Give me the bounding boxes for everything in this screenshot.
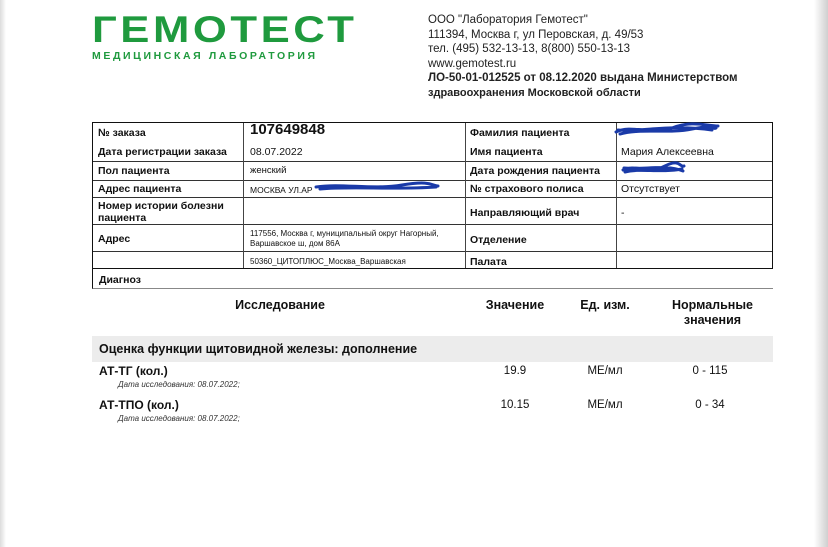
result-date-at-tpo: Дата исследования: 08.07.2022; bbox=[118, 414, 240, 423]
company-info bbox=[428, 13, 738, 100]
insurance-label: № страхового полиса bbox=[470, 183, 584, 195]
redaction-scribble-birthdate bbox=[620, 160, 688, 178]
patient-address-label: Адрес пациента bbox=[98, 183, 182, 195]
company-name: ООО "Лаборатория Гемотест" bbox=[428, 14, 588, 26]
referring-doctor-label: Направляющий врач bbox=[470, 207, 580, 219]
header-normal-values-line2: значения bbox=[683, 313, 742, 327]
company-phone: тел. (495) 532-13-13, 8(800) 550-13-13 bbox=[428, 43, 630, 55]
patient-info-table bbox=[92, 122, 773, 269]
table-col-divider bbox=[243, 123, 244, 268]
history-number-label-line1: Номер истории болезни bbox=[98, 200, 224, 212]
table-row-divider bbox=[93, 197, 772, 198]
header-normal-values-line1: Нормальные bbox=[672, 298, 753, 312]
diagnosis-label: Диагноз bbox=[99, 274, 141, 286]
result-value-at-tg: 19.9 bbox=[503, 365, 527, 377]
page-edge-shadow-right bbox=[814, 0, 828, 547]
result-norm-at-tpo: 0 - 34 bbox=[695, 399, 725, 411]
address-label: Адрес bbox=[98, 233, 131, 245]
license-line-2: здравоохранения Московской области bbox=[428, 86, 641, 99]
patient-sex-value: женский bbox=[250, 165, 287, 176]
table-row-divider bbox=[93, 224, 772, 225]
section-title: Оценка функции щитовидной железы: дополнение bbox=[99, 342, 418, 356]
logo-subtitle: МЕДИЦИНСКАЯ ЛАБОРАТОРИЯ bbox=[92, 50, 318, 62]
section-thyroid bbox=[92, 336, 773, 362]
redaction-scribble-surname bbox=[612, 120, 722, 140]
page-edge-shadow-left bbox=[0, 0, 6, 547]
license-line-1: ЛО-50-01-012525 от 08.12.2020 выдана Министерством bbox=[428, 72, 738, 84]
history-number-label bbox=[98, 200, 224, 224]
order-number-label: № заказа bbox=[98, 127, 146, 139]
surname-label: Фамилия пациента bbox=[470, 127, 570, 139]
result-norm-at-tg: 0 - 115 bbox=[692, 365, 728, 377]
result-name-at-tg: АТ-ТГ (кол.) bbox=[99, 364, 168, 378]
redaction-scribble-address bbox=[312, 180, 442, 194]
first-name-label: Имя пациента bbox=[470, 146, 543, 158]
company-website: www.gemotest.ru bbox=[428, 57, 517, 70]
patient-address-value: МОСКВА УЛ.АР bbox=[250, 185, 313, 195]
history-number-label-line2: пациента bbox=[98, 212, 147, 224]
company-address: 111394, Москва г, ул Перовская, д. 49/53 bbox=[428, 28, 644, 41]
gemotest-logo bbox=[92, 9, 358, 62]
header-test: Исследование bbox=[235, 298, 325, 312]
first-name-value: Мария Алексеевна bbox=[621, 146, 714, 158]
ward-label: Палата bbox=[470, 256, 507, 268]
result-name-at-tpo: АТ-ТПО (кол.) bbox=[99, 398, 179, 412]
birth-date-label: Дата рождения пациента bbox=[470, 165, 600, 177]
table-row-divider bbox=[93, 251, 772, 252]
header-value: Значение bbox=[485, 298, 545, 312]
table-col-divider bbox=[465, 123, 466, 268]
insurance-value: Отсутствует bbox=[621, 183, 680, 195]
registration-date-label: Дата регистрации заказа bbox=[98, 146, 227, 158]
result-value-at-tpo: 10.15 bbox=[500, 399, 530, 411]
result-unit-at-tg: МЕ/мл bbox=[587, 365, 623, 377]
referring-doctor-value: - bbox=[621, 207, 625, 219]
result-unit-at-tpo: МЕ/мл bbox=[587, 399, 623, 411]
clinic-value: 50360_ЦИТОПЛЮС_Москва_Варшавская bbox=[250, 257, 406, 266]
header-normal-values bbox=[655, 298, 770, 328]
address-value-line1: 117556, Москва г, муниципальный округ Нагорный, bbox=[250, 229, 439, 238]
result-date-at-tg: Дата исследования: 08.07.2022; bbox=[118, 380, 240, 389]
table-col-divider bbox=[616, 123, 617, 268]
diagnosis-row bbox=[92, 269, 773, 289]
logo-wordmark: ГЕМОТЕСТ bbox=[92, 9, 358, 50]
address-value-line2: Варшавское ш, дом 86А bbox=[250, 238, 340, 248]
patient-sex-label: Пол пациента bbox=[98, 165, 170, 177]
registration-date-value: 08.07.2022 bbox=[250, 146, 303, 158]
department-label: Отделение bbox=[470, 234, 527, 246]
order-number-value: 107649848 bbox=[250, 121, 326, 138]
header-unit: Ед. изм. bbox=[580, 298, 630, 312]
address-value bbox=[250, 229, 439, 248]
